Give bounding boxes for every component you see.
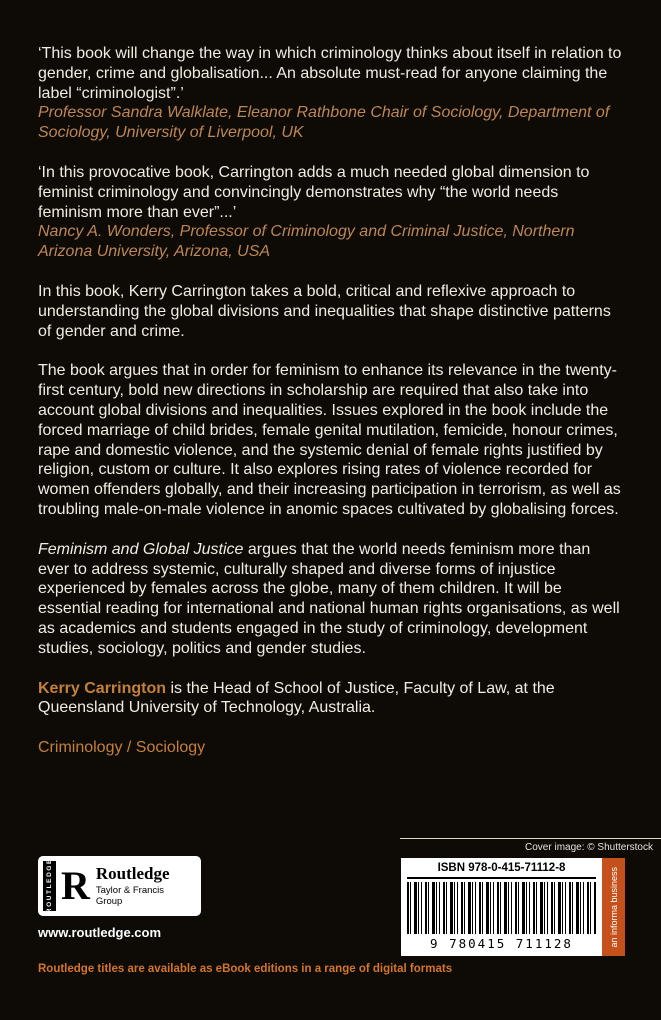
- book-title-italic: Feminism and Global Justice: [38, 540, 244, 558]
- review-attribution-1: [38, 103, 624, 143]
- routledge-vertical-text: ROUTLEDGE: [46, 858, 53, 914]
- barcode-bars-icon: [407, 882, 596, 934]
- review-quote-2-text: ‘In this provocative book, Carrington adds a much needed global dimension to feminist criminology and convincingly demonstrates why “the world needs feminism more than ever”...’: [38, 163, 590, 221]
- informa-text: an informa business: [608, 866, 619, 948]
- back-cover-text: [38, 44, 624, 758]
- publisher-logo-block: [38, 856, 218, 940]
- review-quote-1: [38, 44, 624, 103]
- synopsis-paragraph-3-rest: argues that the world needs feminism more than ever to address systemic, culturally shaped and diverse forms of injustice experienced by females across the globe, many of them children. It will be essential reading for international and national human rights organisations, as well as academics and students engaged in the study of criminology, development studies, sociology, politics and gender studies.: [38, 540, 620, 657]
- ebook-availability-note: Routledge titles are available as eBook editions in a range of digital formats: [38, 963, 453, 975]
- routledge-r-icon: R: [61, 863, 90, 908]
- author-name: Kerry Carrington: [38, 679, 167, 697]
- isbn-barcode-unit: [401, 858, 625, 956]
- isbn-label: ISBN 978-0-415-71112-8: [407, 862, 596, 879]
- synopsis-paragraph-3: [38, 540, 624, 659]
- publisher-names: [96, 865, 193, 908]
- publisher-group: Taylor & Francis Group: [95, 885, 164, 908]
- routledge-vertical-strip: [43, 858, 56, 914]
- cover-image-credit: Cover image: © Shutterstock: [400, 838, 661, 853]
- publisher-name: Routledge: [95, 863, 170, 883]
- synopsis-paragraph-1: In this book, Kerry Carrington takes a bold, critical and reflexive approach to understanding the global divisions and inequalities that shape distinctive patterns of gender and crime.: [38, 282, 611, 340]
- isbn-barcode: [401, 858, 602, 956]
- informa-strip: [602, 858, 625, 956]
- review-attribution-1-text: Professor Sandra Walklate, Eleanor Rathbone Chair of Sociology, Department of Sociology, University of Liverpool, UK: [38, 104, 610, 142]
- author-bio-rest: is the Head of School of Justice, Faculty of Law, at the Queensland University of Technology, Australia.: [38, 679, 555, 717]
- review-attribution-2-text: Nancy A. Wonders, Professor of Criminology and Criminal Justice, Northern Arizona University, Arizona, USA: [38, 223, 575, 261]
- review-quote-1-text: ‘This book will change the way in which criminology thinks about itself in relation to gender, crime and globalisation... An absolute must-read for anyone claiming the label “criminologist”.’: [38, 45, 622, 102]
- subject-category: Criminology / Sociology: [38, 739, 206, 757]
- review-attribution-2: [38, 222, 624, 262]
- barcode-digits: 9 780415 711128: [430, 936, 573, 951]
- publisher-website: www.routledge.com: [38, 925, 162, 940]
- review-quote-2: [38, 163, 624, 222]
- routledge-logo: [38, 856, 201, 916]
- author-bio: [38, 679, 624, 719]
- synopsis-paragraph-2: The book argues that in order for feminism to enhance its relevance in the twenty-first century, bold new directions in scholarship are required that also take into account global divisions and inequalities. Issues explored in the book include the forced marriage of child brides, female genital mutilation, femicide, honour crimes, rape and domestic violence, and the systemic denial of female rights justified by religion, custom or culture. It also explores rising rates of violence recorded for women offenders globally, and their increasing participation in terrorism, as well as troubling male-on-male violence in anomic spaces cultivated by globalising forces.: [38, 362, 621, 518]
